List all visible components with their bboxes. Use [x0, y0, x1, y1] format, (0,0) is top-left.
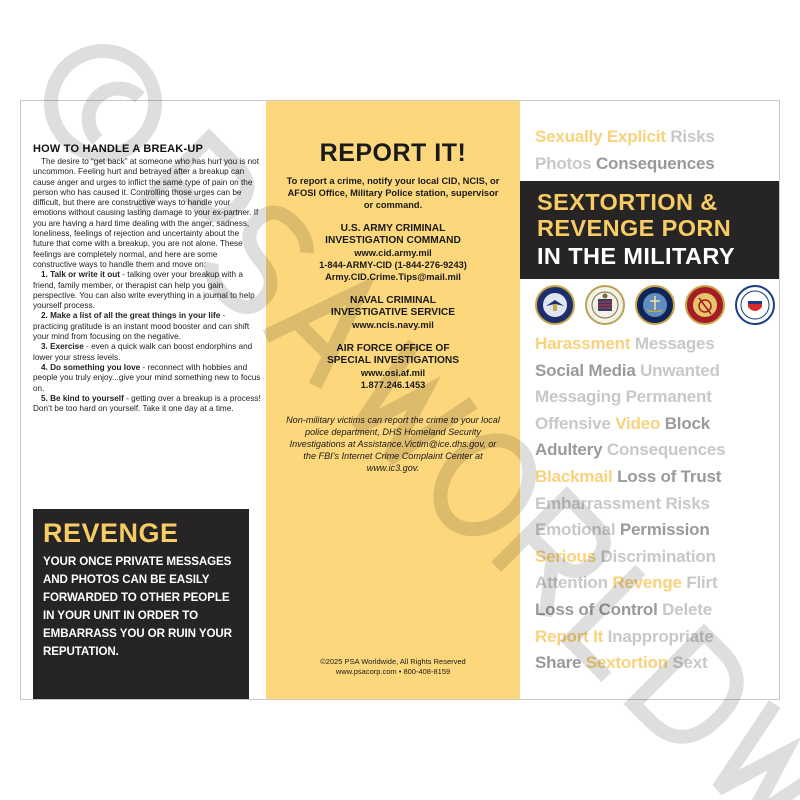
left-panel	[21, 101, 266, 699]
word-row	[535, 627, 714, 647]
tip-title: 1. Talk or write it out	[41, 270, 121, 280]
word-row	[535, 547, 716, 567]
brochure-sheet	[20, 100, 780, 700]
word: Embarrassment	[535, 493, 666, 513]
copyright-line: ©2025 PSA Worldwide, All Rights Reserved	[320, 657, 466, 666]
word: Blackmail	[535, 467, 618, 486]
cover-title-line-3: IN THE MILITARY	[537, 243, 735, 269]
cover-title-line-2: REVENGE PORN	[537, 215, 732, 241]
agency-block	[266, 223, 520, 283]
revenge-title: REVENGE	[43, 518, 179, 548]
word: Share	[535, 653, 586, 673]
report-title: REPORT IT!	[319, 139, 467, 167]
word: Attention	[535, 573, 613, 593]
word: Consequences	[595, 153, 715, 173]
word: Permanent	[625, 387, 712, 407]
breakup-section	[33, 143, 261, 414]
word: Permission	[619, 520, 710, 540]
word: Risks	[670, 127, 715, 146]
word-row	[535, 127, 715, 147]
tip-title: 2. Make a list of all the great things in your life	[41, 311, 221, 321]
agency-name: AIR FORCE OFFICE OF	[336, 343, 450, 354]
tip-title: 5. Be kind to yourself	[41, 393, 124, 403]
coast-guard-seal-icon	[735, 285, 775, 325]
word: Loss of Control	[535, 600, 663, 619]
word-row	[535, 494, 710, 514]
word: Unwanted	[640, 360, 720, 380]
tip-item	[33, 342, 261, 363]
agency-name: SPECIAL INVESTIGATIONS	[326, 355, 460, 366]
word: Revenge	[612, 573, 687, 593]
revenge-box	[33, 509, 249, 699]
tips-list	[33, 270, 261, 414]
agency-block	[266, 343, 520, 391]
agency-list	[266, 223, 520, 391]
word-row	[535, 414, 710, 434]
word: Harassment	[535, 334, 635, 353]
tip-text: - reconnect with hobbies and people you truly enjoy...give your mind something new to focus on.	[33, 362, 261, 393]
word: Adultery	[535, 440, 607, 460]
breakup-intro: The desire to “get back” at someone who has hurt you is not uncommon. Feeling hurt and betrayed after a breakup can cause anger and urges to inflict the same type of pain on the person who has caused it. Controlling those urges can be difficult, but there are constructive ways to handle your emotions without causing lasting damage to your ex-partner. If you are having a hard time dealing with the anger, sadness, loneliness, feelings of rejection and uncertainty about the future that come with a breakup, you are not alone. These feelings are completely normal, and here are some constructive ways to handle them and move on:	[33, 157, 259, 269]
contact-line: www.psacorp.com • 800-408-8159	[335, 666, 451, 676]
tip-item	[33, 270, 261, 311]
word: Flirt	[686, 573, 718, 593]
word: Loss of Trust	[617, 467, 722, 486]
agency-name: INVESTIGATION COMMAND	[325, 235, 461, 246]
agency-contact: www.osi.af.mil	[360, 368, 426, 378]
agency-block	[266, 295, 520, 331]
word: Messaging	[535, 387, 626, 407]
agency-contact: Army.CID.Crime.Tips@mail.mil	[325, 272, 461, 282]
agency-name: U.S. ARMY CRIMINAL	[340, 223, 446, 234]
word: Sext	[672, 653, 708, 673]
word: Emotional	[535, 520, 620, 540]
word: Report It	[535, 626, 608, 646]
word-row	[535, 387, 712, 407]
word: Photos	[535, 153, 596, 173]
tip-text: - even a quick walk can boost endorphins and lower your stress levels.	[33, 342, 253, 362]
tip-title: 4. Do something you love	[41, 362, 141, 372]
report-intro: To report a crime, notify your local CID, NCIS, or AFOSI Office, Military Police station, supervisor or command.	[286, 176, 500, 210]
non-military-note: Non-military victims can report the crime to your local police department, DHS Homeland Security Investigations at Assistance.Victim@ice.dhs.gov, or the FBI’s Internet Crime Complaint Center at www.ic3.gov.	[286, 415, 500, 473]
breakup-heading: HOW TO HANDLE A BREAK-UP	[33, 143, 203, 155]
word-row	[535, 653, 707, 673]
word: Social Media	[535, 360, 641, 380]
agency-contact: 1-844-ARMY-CID (1-844-276-9243)	[319, 260, 467, 270]
word-row	[535, 600, 712, 620]
word-row	[535, 573, 717, 593]
word: Consequences	[606, 440, 726, 460]
tip-title: 3. Exercise	[41, 342, 84, 352]
tip-text: - talking over your breakup with a friend, family member, or therapist can help you gain perspective. You can also write everything in a journal to help yourself process.	[33, 270, 255, 311]
cover-title-box	[520, 181, 779, 279]
word: Inappropriate	[607, 626, 714, 646]
word-row	[535, 361, 720, 381]
word: Block	[664, 413, 711, 433]
agency-contact: 1.877.246.1453	[360, 380, 426, 390]
military-seals	[535, 285, 775, 327]
word-row	[535, 440, 725, 460]
word: Serious	[535, 546, 601, 566]
navy-seal-icon	[635, 285, 675, 325]
word-row	[535, 520, 710, 540]
word: Messages	[634, 334, 715, 353]
marine-corps-seal-icon	[685, 285, 725, 325]
word: Offensive	[535, 413, 616, 433]
agency-name: NAVAL CRIMINAL	[349, 295, 437, 306]
word-row	[535, 467, 721, 487]
agency-name: INVESTIGATIVE SERVICE	[330, 307, 456, 318]
middle-panel	[266, 101, 520, 699]
word: Sexually Explicit	[535, 127, 671, 146]
agency-contact: www.cid.army.mil	[354, 248, 432, 258]
cover-title-line-1: SEXTORTION &	[537, 189, 718, 215]
revenge-text: YOUR ONCE PRIVATE MESSAGES AND PHOTOS CAN BE EASILY FORWARDED TO OTHER PEOPLE IN YOUR UNIT IN ORDER TO EMBARRASS YOU OR RUIN YOUR REPUTATION.	[43, 555, 232, 658]
right-panel	[520, 101, 779, 699]
word: Risks	[665, 493, 710, 513]
tip-text: - getting over a breakup is a process! Don’t be too hard on yourself. Take it one day at a time.	[33, 393, 261, 414]
air-force-seal-icon	[535, 285, 575, 325]
word-row	[535, 154, 714, 174]
copyright	[266, 657, 520, 676]
tip-item	[33, 311, 261, 342]
tip-item	[33, 363, 261, 394]
word: Delete	[662, 600, 712, 619]
tip-text: - practicing gratitude is an instant mood booster and can shift your mind from focusing on the negative.	[33, 311, 250, 342]
word: Discrimination	[600, 546, 716, 566]
tip-item	[33, 394, 261, 415]
agency-contact: www.ncis.navy.mil	[352, 320, 434, 330]
word: Sextortion	[585, 653, 673, 673]
army-seal-icon	[585, 285, 625, 325]
word: Video	[615, 413, 665, 433]
word-row	[535, 334, 715, 354]
